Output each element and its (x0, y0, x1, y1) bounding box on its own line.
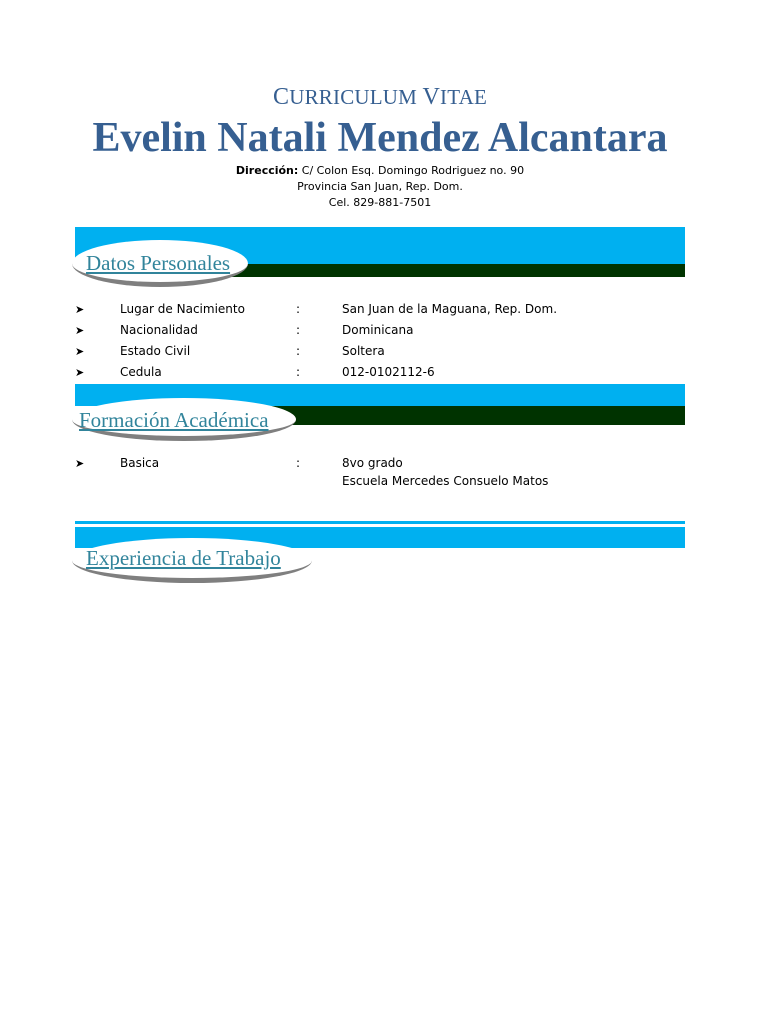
section-rule (75, 521, 685, 524)
list-item: ➤ Lugar de Nacimiento : San Juan de la Maguana, Rep. Dom. (75, 302, 558, 316)
section-title-experience: Experiencia de Trabajo (86, 546, 281, 570)
section-banner-green (230, 406, 685, 425)
address-label: Dirección: (235, 164, 299, 177)
address-line (0, 163, 760, 179)
list-item: ➤ Cedula : 012-0102112-6 (75, 365, 435, 379)
list-item: ➤ Nacionalidad : Dominicana (75, 323, 414, 337)
person-name: Evelin Natali Mendez Alcantara (92, 115, 668, 161)
section-banner-green (230, 264, 685, 277)
section-title-personal: Datos Personales (86, 251, 231, 275)
arrow-bullet-icon: ➤ (75, 303, 85, 316)
section-title-education: Formación Académica (79, 408, 269, 432)
phone-line: Cel. 829-881-7501 (328, 196, 432, 209)
arrow-bullet-icon: ➤ (75, 457, 85, 470)
arrow-bullet-icon: ➤ (75, 366, 85, 379)
list-item-continuation: Escuela Mercedes Consuelo Matos (342, 474, 549, 488)
arrow-bullet-icon: ➤ (75, 324, 85, 337)
list-item: ➤ Basica : 8vo grado (75, 456, 403, 470)
address-text: C/ Colon Esq. Domingo Rodriguez no. 90 (301, 164, 525, 177)
list-item: ➤ Estado Civil : Soltera (75, 344, 385, 358)
document-title: CURRICULUM VITAE (273, 84, 487, 110)
address-line-2: Provincia San Juan, Rep. Dom. (297, 180, 463, 193)
arrow-bullet-icon: ➤ (75, 345, 85, 358)
